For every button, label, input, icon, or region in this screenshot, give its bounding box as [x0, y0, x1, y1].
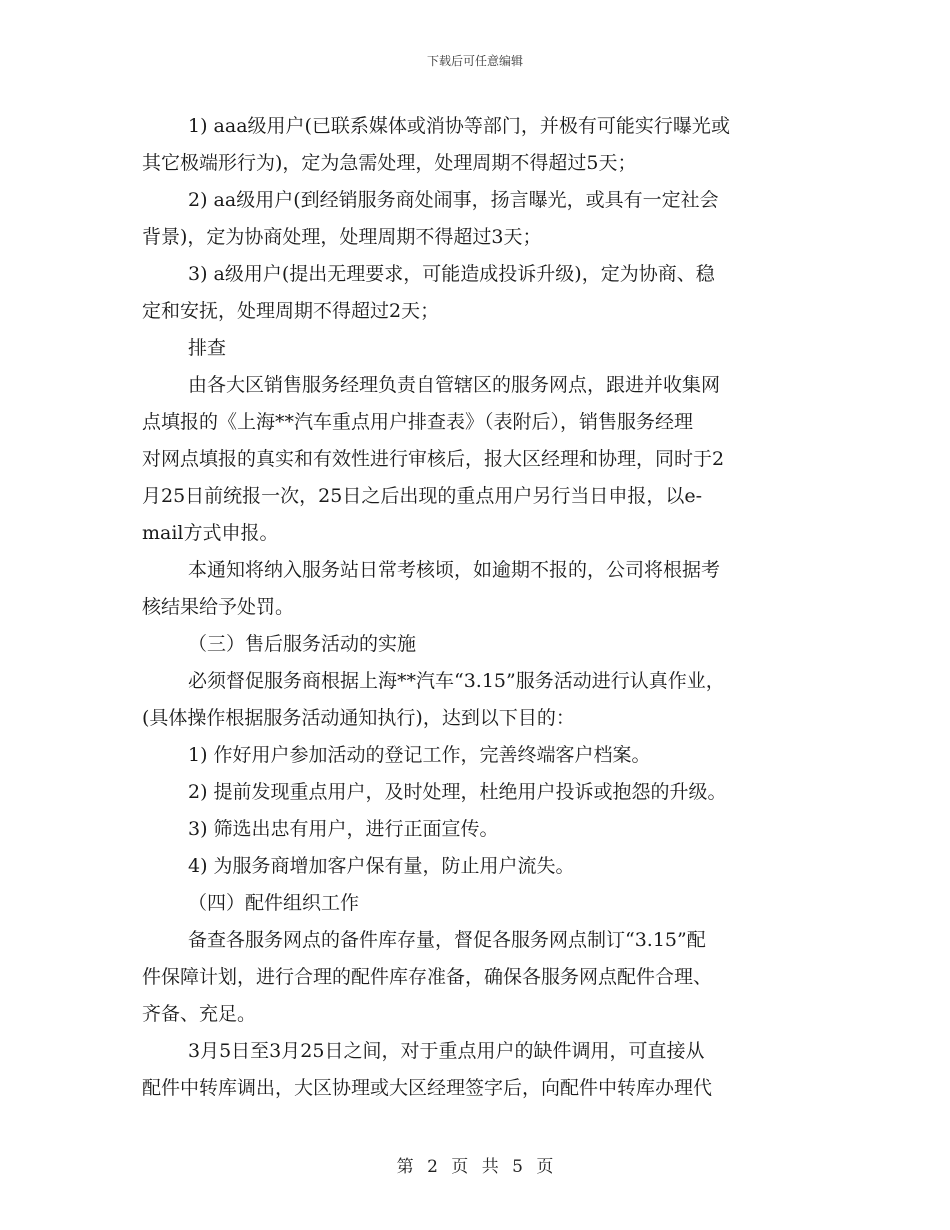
page-header: 下载后可任意编辑: [426, 54, 523, 68]
text-line: (具体操作根据服务活动通知执行)，达到以下目的：: [142, 707, 575, 729]
text-line: 定和安抚，处理周期不得超过2天；: [142, 300, 440, 322]
text-line: 3) 筛选出忠有用户，进行正面宣传。: [188, 818, 499, 840]
page-footer: [0, 1152, 950, 1177]
text-line: 齐备、充足。: [142, 1003, 257, 1025]
text-line: 2) 提前发现重点用户，及时处理，杜绝用户投诉或抱怨的升级。: [188, 781, 727, 803]
text-line: 核结果给予处罚。: [142, 596, 295, 618]
text-line: 月25日前统报一次，25日之后出现的重点用户另行当日申报，以e-: [142, 485, 703, 507]
text-line: 3) a级用户(提出无理要求，可能造成投诉升级)，定为协商、稳: [188, 263, 715, 285]
text-line: 4) 为服务商增加客户保有量，防止用户流失。: [188, 855, 575, 877]
text-line: 本通知将纳入服务站日常考核顷，如逾期不报的，公司将根据考: [188, 559, 721, 581]
text-line: 备查各服务网点的备件库存量，督促各服务网点制订“3.15”配: [188, 929, 706, 951]
text-line: 由各大区销售服务经理负责自管辖区的服务网点，跟进并收集网: [188, 374, 721, 396]
footer-label-ye-2: 页: [536, 1157, 554, 1177]
text-line: 件保障计划，进行合理的配件库存准备，确保各服务网点配件合理、: [142, 966, 713, 988]
footer-label-di: 第: [396, 1157, 414, 1177]
text-line: 1) 作好用户参加活动的登记工作，完善终端客户档案。: [188, 744, 651, 766]
text-line: mail方式申报。: [142, 522, 279, 544]
text-line: 1) aaa级用户(已联系媒体或消协等部门，并极有可能实行曝光或: [188, 115, 730, 137]
text-line: 2) aa级用户(到经销服务商处闹事，扬言曝光，或具有一定社会: [188, 189, 719, 211]
text-line: （三）售后服务活动的实施: [188, 633, 417, 655]
text-line: 点填报的《上海**汽车重点用户排查表》（表附后），销售服务经理: [142, 411, 694, 433]
footer-total-pages: 5: [512, 1157, 523, 1177]
text-line: 对网点填报的真实和有效性进行审核后，报大区经理和协理，同时于2: [142, 448, 725, 470]
text-line: （四）配件组织工作: [188, 892, 360, 914]
footer-page-number: 2: [427, 1157, 438, 1177]
text-line: 必须督促服务商根据上海**汽车“3.15”服务活动进行认真作业，: [188, 670, 725, 692]
text-line: 配件中转库调出，大区协理或大区经理签字后，向配件中转库办理代: [142, 1077, 713, 1099]
text-line: 排查: [188, 337, 227, 359]
footer-label-ye: 页: [451, 1157, 469, 1177]
text-line: 3月5日至3月25日之间，对于重点用户的缺件调用，可直接从: [188, 1040, 705, 1062]
text-line: 其它极端形行为)，定为急需处理，处理周期不得超过5天；: [142, 152, 637, 174]
text-line: 背景)，定为协商处理，处理周期不得超过3天；: [142, 226, 542, 248]
document-body: [142, 108, 814, 1107]
footer-label-gong: 共: [481, 1157, 499, 1177]
